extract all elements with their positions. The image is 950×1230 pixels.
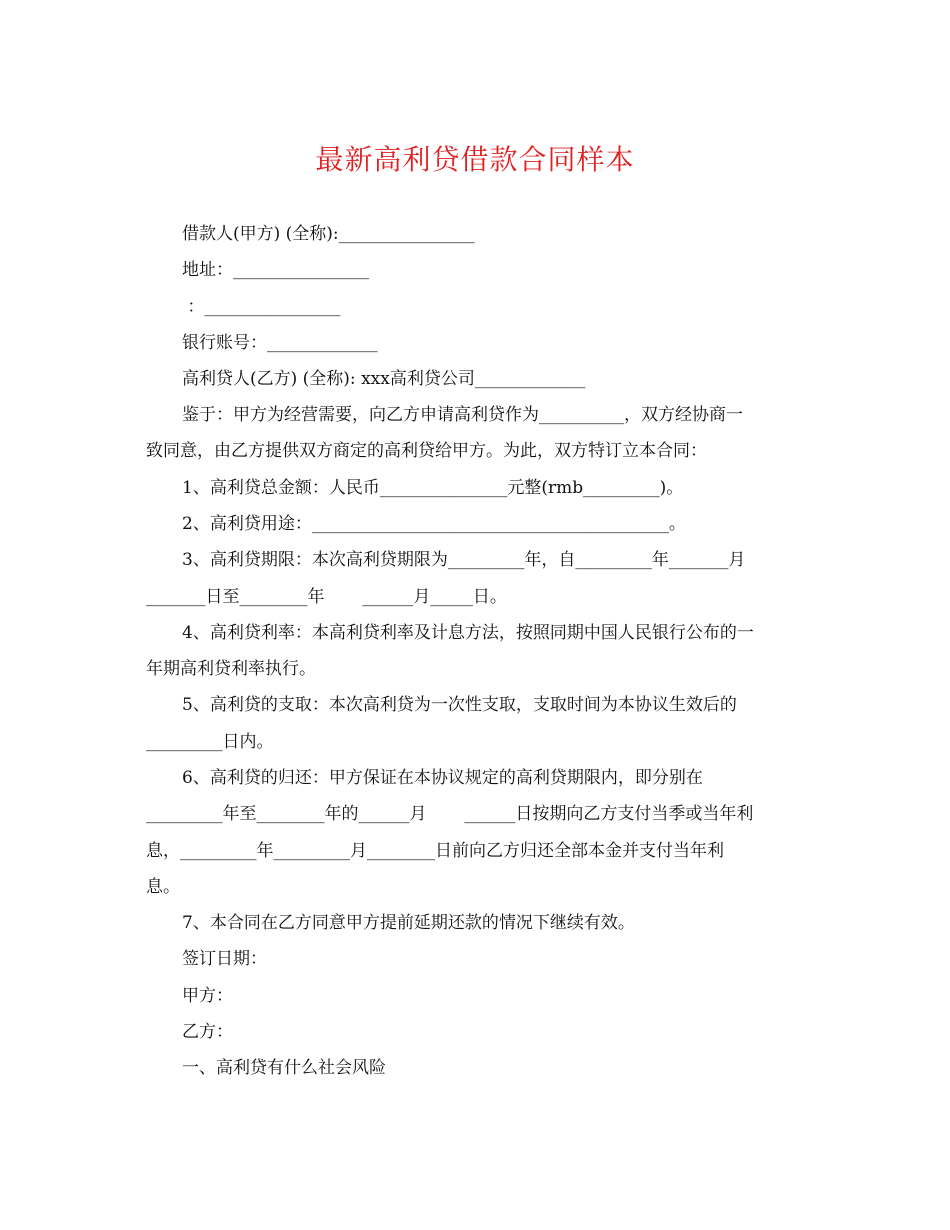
lender-line: 高利贷人(乙方) (全称): xxx高利贷公司_____________ [182,369,586,389]
clause-6-line-4: 息。 [146,877,180,897]
party-b-signature: 乙方： [182,1022,233,1042]
clause-1: 1、高利贷总金额：人民币_______________元整(rmb_________)。 [182,478,684,498]
clause-7: 7、本合同在乙方同意甲方提前延期还款的情况下继续有效。 [182,913,635,933]
clause-4-line-1: 4、高利贷利率：本高利贷利率及计息方法，按照同期中国人民银行公布的一 [182,623,754,643]
clause-3-line-2: _______日至________年 ______月_____日。 [146,587,507,607]
clause-5-line-1: 5、高利贷的支取：本次高利贷为一次性支取，支取时间为本协议生效后的 [182,695,737,715]
clause-6-line-1: 6、高利贷的归还：甲方保证在本协议规定的高利贷期限内，即分别在 [182,768,703,788]
section-heading-risk: 一、高利贷有什么社会风险 [182,1058,386,1078]
borrower-line: 借款人(甲方) (全称):________________ [182,224,475,244]
contact-line: ：________________ [182,297,341,317]
clause-6-line-3: 息，_________年_________月________日前向乙方归还全部本金并支付当年利 [146,841,724,861]
document-title: 最新高利贷借款合同样本 [315,143,635,176]
clause-3-line-1: 3、高利贷期限：本次高利贷期限为_________年，自_________年_______月 [182,550,746,570]
party-a-signature: 甲方： [182,986,233,1006]
preamble-line-2: 致同意，由乙方提供双方商定的高利贷给甲方。为此，双方特订立本合同： [146,441,707,461]
signing-date: 签订日期： [182,949,267,969]
clause-2: 2、高利贷用途：__________________________________________。 [182,514,686,534]
clause-5-line-2: _________日内。 [146,732,274,752]
preamble-line-1: 鉴于：甲方为经营需要，向乙方申请高利贷作为__________，双方经协商一 [182,405,743,425]
clause-4-line-2: 年期高利贷利率执行。 [146,659,316,679]
bank-account-line: 银行账号：_____________ [182,333,378,353]
clause-6-line-2: _________年至________年的______月 ______日按期向乙方支付当季或当年利 [146,804,754,824]
address-line: 地址：________________ [182,260,369,280]
